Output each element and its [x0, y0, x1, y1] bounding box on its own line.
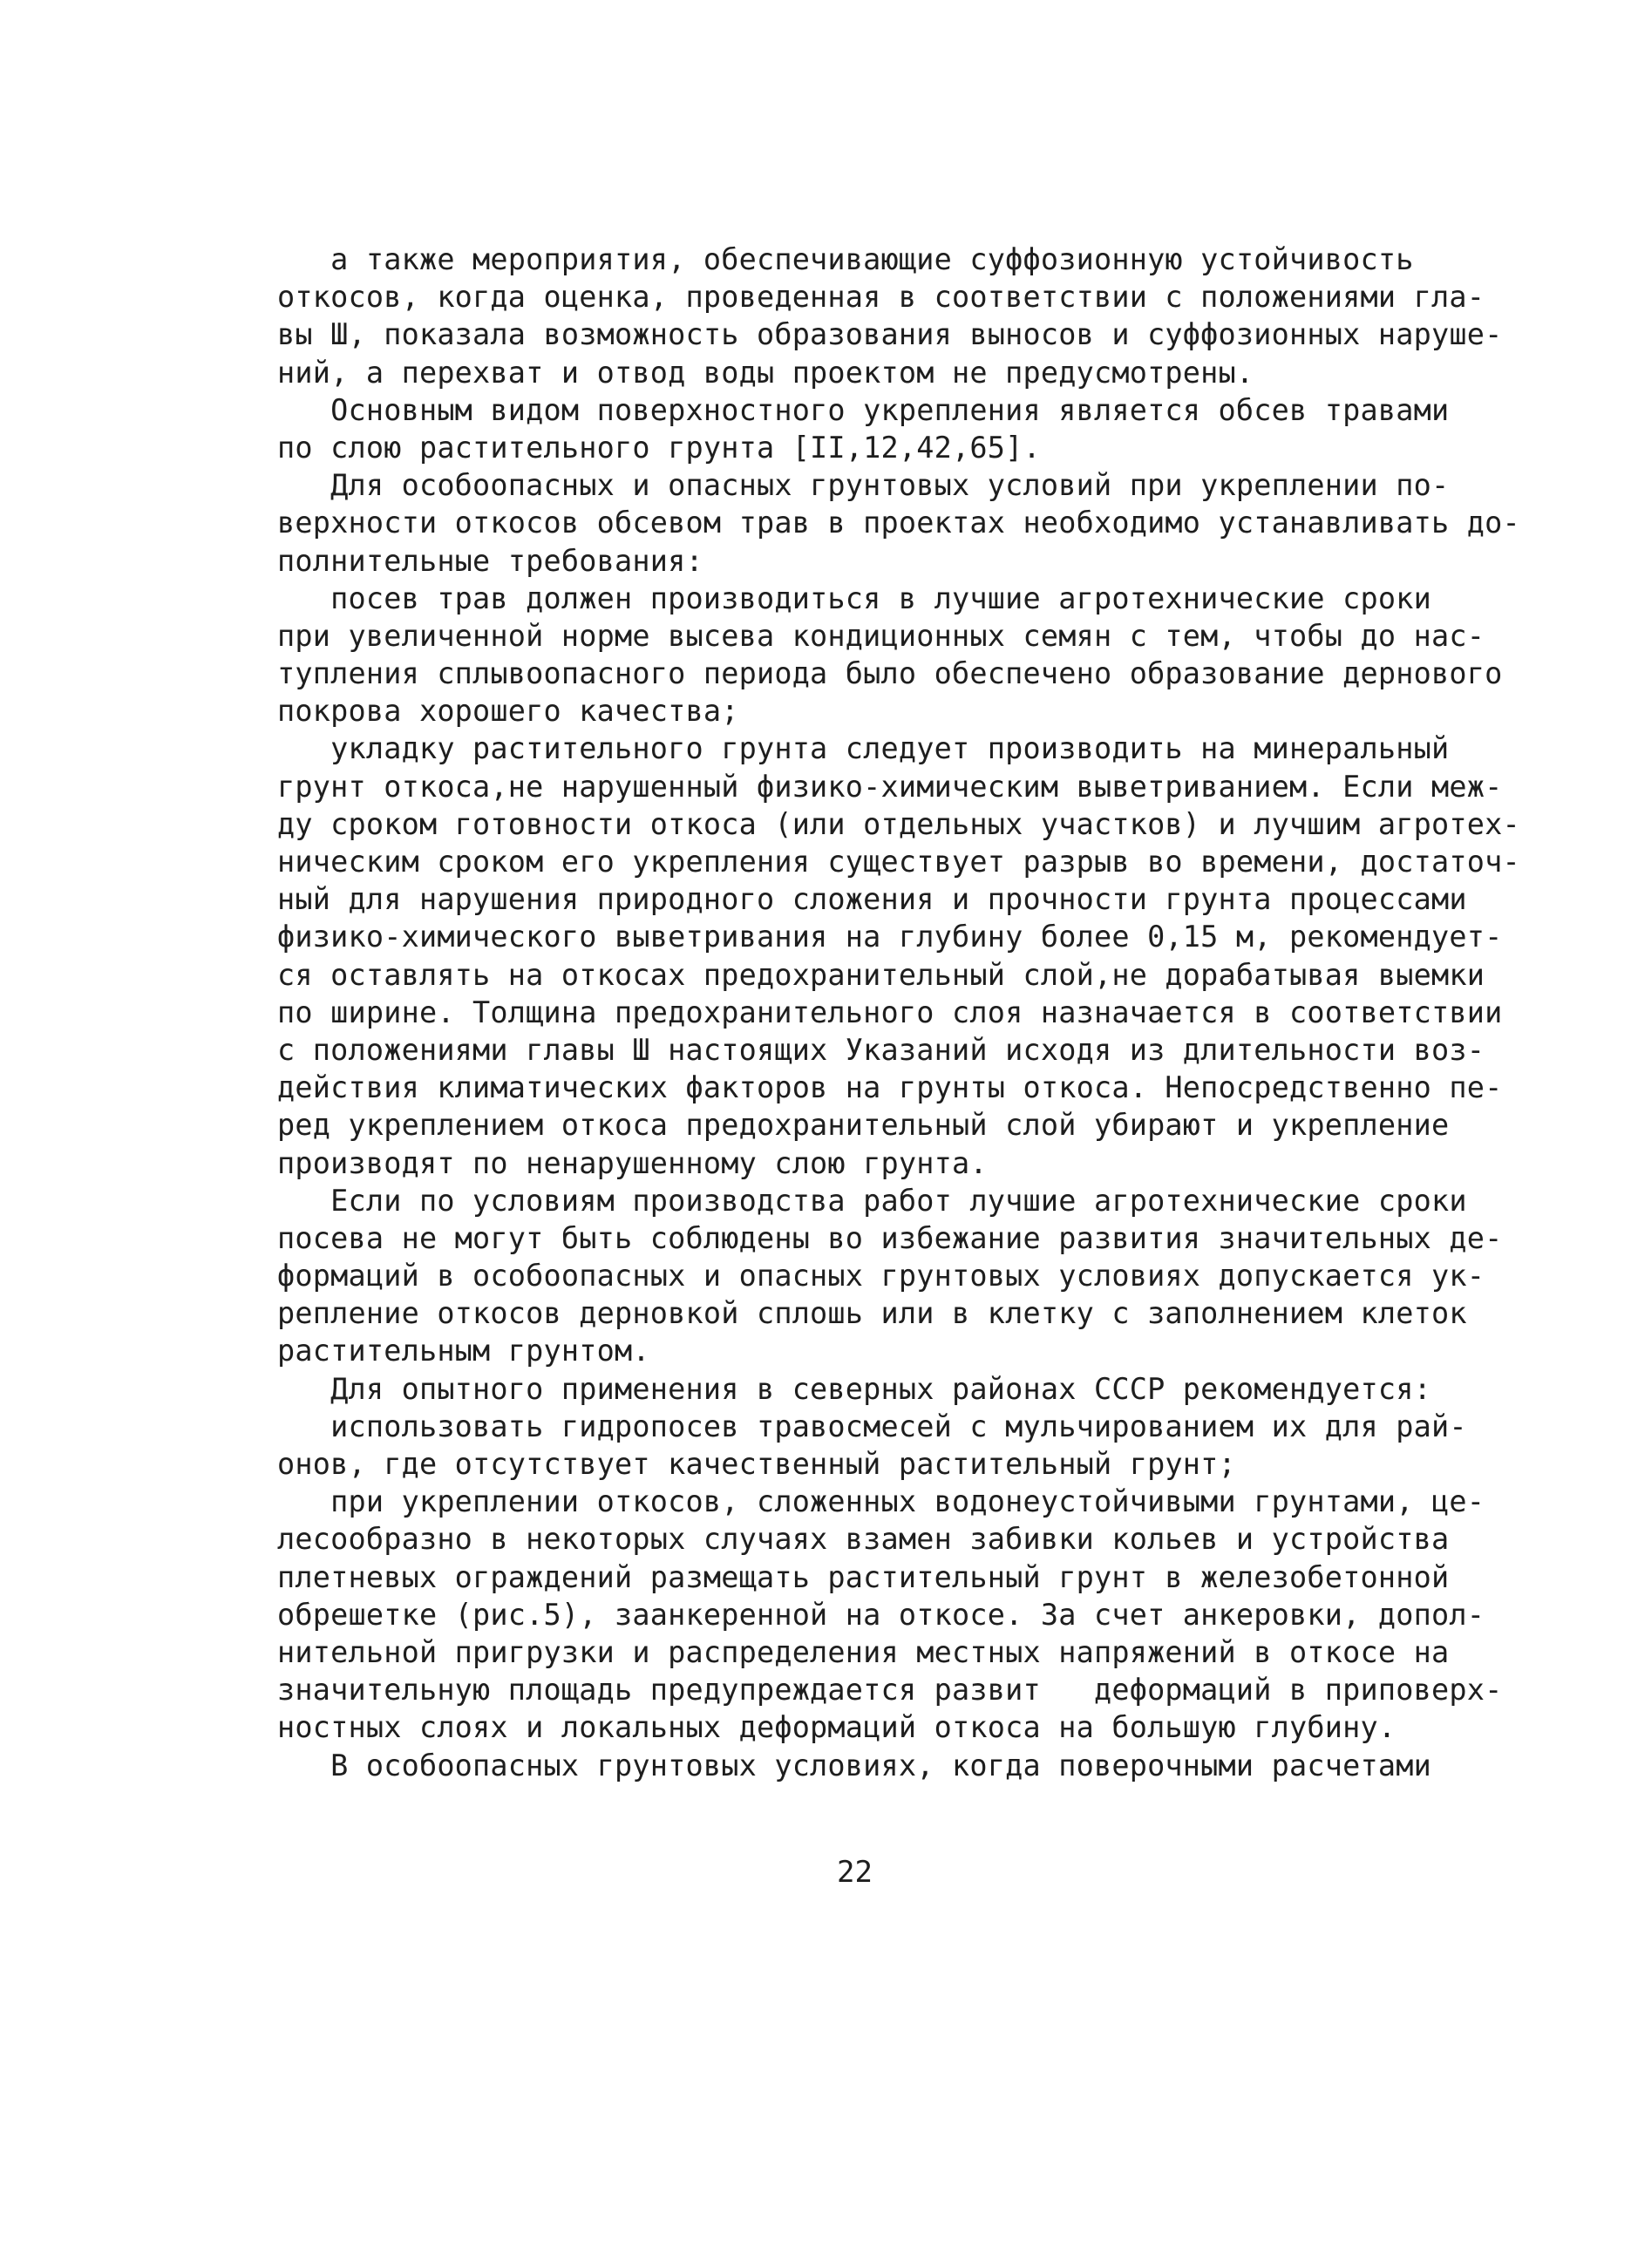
- text-line: ний, а перехват и отвод воды проектом не предусмотрены.: [277, 355, 1254, 390]
- text-line: значительную площадь предупреждается развит деформаций в приповерх-: [277, 1673, 1503, 1708]
- text-line: полнительные требования:: [277, 543, 703, 578]
- text-line: откосов, когда оценка, проведенная в соответствии с положениями гла-: [277, 280, 1485, 315]
- text-line: лесообразно в некоторых случаях взамен забивки кольев и устройства: [277, 1522, 1450, 1557]
- text-line: ностных слоях и локальных деформаций откоса на большую глубину.: [277, 1710, 1397, 1745]
- text-line: грунт откоса,не нарушенный физико-химическим выветриванием. Если меж-: [277, 769, 1503, 804]
- text-line: посева не могут быть соблюдены во избежание развития значительных де-: [277, 1220, 1503, 1255]
- text-line: посев трав должен производиться в лучшие агротехнические сроки: [277, 581, 1431, 615]
- text-line: по ширине. Толщина предохранительного слоя назначается в соответствии: [277, 995, 1503, 1029]
- body-text: [277, 241, 1520, 1784]
- text-line: растительным грунтом.: [277, 1334, 650, 1368]
- text-line: формаций в особоопасных и опасных грунтовых условиях допускается ук-: [277, 1259, 1485, 1294]
- text-line: вы Ш, показала возможность образования выносов и суффозионных наруше-: [277, 317, 1503, 352]
- text-line: ред укреплением откоса предохранительный слой убирают и укрепление: [277, 1108, 1450, 1143]
- text-line: верхности откосов обсевом трав в проектах необходимо устанавливать до-: [277, 506, 1520, 540]
- text-line: производят по ненарушенному слою грунта.: [277, 1145, 988, 1180]
- text-line: ся оставлять на откосах предохранительный слой,не дорабатывая выемки: [277, 957, 1485, 992]
- text-line: плетневых ограждений размещать растительный грунт в железобетонной: [277, 1559, 1450, 1594]
- text-line: с положениями главы Ш настоящих Указаний исходя из длительности воз-: [277, 1032, 1485, 1067]
- text-line: Для опытного применения в северных районах СССР рекомендуется:: [277, 1371, 1431, 1406]
- text-line: использовать гидропосев травосмесей с мульчированием их для рай-: [277, 1409, 1467, 1443]
- text-line: Если по условиям производства работ лучшие агротехнические сроки: [277, 1183, 1467, 1218]
- text-line: ный для нарушения природного сложения и прочности грунта процессами: [277, 882, 1467, 917]
- text-line: тупления сплывоопасного периода было обеспечено образование дернового: [277, 656, 1503, 691]
- text-line: Для особоопасных и опасных грунтовых условий при укреплении по-: [277, 468, 1450, 503]
- text-line: репление откосов дерновкой сплошь или в клетку с заполнением клеток: [277, 1296, 1467, 1331]
- text-line: обрешетке (рис.5), заанкеренной на откосе. За счет анкеровки, допол-: [277, 1597, 1485, 1632]
- text-line: при увеличенной норме высева кондиционных семян с тем, чтобы до нас-: [277, 618, 1485, 653]
- text-line: действия климатических факторов на грунты откоса. Непосредственно пе-: [277, 1070, 1503, 1105]
- text-line: онов, где отсутствует качественный растительный грунт;: [277, 1447, 1236, 1481]
- text-line: при укреплении откосов, сложенных водонеустойчивыми грунтами, це-: [277, 1484, 1485, 1519]
- text-line: нительной пригрузки и распределения местных напряжений в откосе на: [277, 1634, 1450, 1669]
- text-line: покрова хорошего качества;: [277, 694, 739, 729]
- text-line: В особоопасных грунтовых условиях, когда поверочными расчетами: [277, 1748, 1431, 1782]
- text-line: а также мероприятия, обеспечивающие суффозионную устойчивость: [277, 242, 1414, 276]
- text-line: физико-химического выветривания на глубину более 0,15 м, рекомендует-: [277, 920, 1503, 954]
- text-line: ническим сроком его укрепления существует разрыв во времени, достаточ-: [277, 845, 1520, 879]
- text-line: ду сроком готовности откоса (или отдельных участков) и лучшим агротех-: [277, 806, 1520, 841]
- text-line: по слою растительного грунта [II,12,42,65].: [277, 430, 1041, 465]
- page-number: 22: [837, 1855, 873, 1890]
- text-line: укладку растительного грунта следует производить на минеральный: [277, 731, 1450, 766]
- text-line: Основным видом поверхностного укрепления является обсев травами: [277, 392, 1450, 427]
